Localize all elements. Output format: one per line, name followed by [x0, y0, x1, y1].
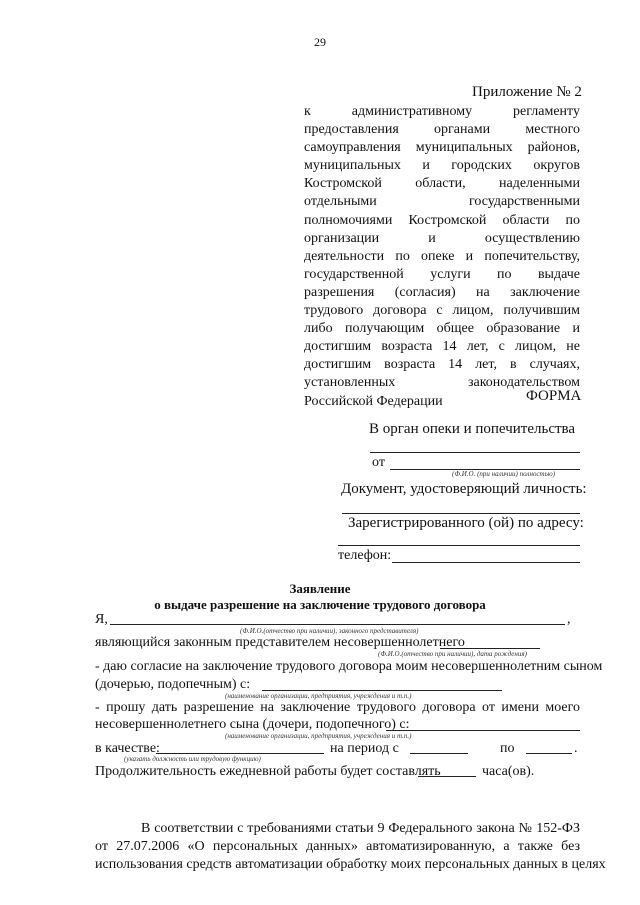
request-org-field[interactable] [386, 730, 580, 731]
request-line-2: несовершеннолетнего сына (дочери, подопечного) с: [95, 717, 410, 732]
address-label: Зарегистрированного (ой) по адресу: [348, 515, 584, 531]
duration-unit: часа(ов). [482, 764, 535, 779]
consent-org-field[interactable] [262, 690, 502, 691]
position-hint: (указать должность или трудовую функцию) [124, 755, 261, 763]
period-from-field[interactable] [410, 753, 468, 754]
period-end-dot: . [574, 741, 578, 756]
appendix-line: достигшим возраста 14 лет, с лицом, не [304, 339, 580, 355]
phone-field[interactable] [392, 562, 580, 563]
org-name-field[interactable] [370, 452, 580, 453]
statement-subtitle: о выдаче разрешение на заключение трудового договора [154, 597, 486, 612]
address-field[interactable] [338, 545, 580, 546]
period-from-label: на период с [330, 741, 399, 756]
ya-label: Я, [95, 612, 108, 627]
appendix-line: самоуправления муниципальных районов, [304, 140, 580, 156]
appendix-line: разрешения (согласия) на заключение [304, 284, 580, 300]
duration-field[interactable] [418, 776, 476, 777]
representative-label: являющийся законным представителем несовершеннолетнего [95, 635, 465, 650]
minor-name-field[interactable] [440, 648, 540, 649]
statement-title: Заявление [289, 581, 351, 596]
from-hint: (Ф.И.О. (при наличии) полностью) [452, 470, 556, 478]
appendix-line: отдельными государственными [304, 194, 580, 210]
appendix-text [304, 103, 580, 411]
paragraph-line-3: использования средств автоматизации обработку моих персональных данных в целях [95, 857, 606, 872]
appendix-line: либо получающим общее образование и [304, 321, 580, 337]
minor-hint: (Ф.И.О.(отчество при наличии), дата рождения) [378, 650, 527, 658]
from-label: от [372, 455, 385, 470]
id-doc-field[interactable] [342, 513, 580, 514]
consent-line-2: (дочерью, подопечным) с: [95, 677, 251, 692]
period-to-label: по [500, 741, 515, 756]
appendix-line: к административному регламенту [304, 104, 580, 119]
request-line-1: - прошу дать разрешение на заключение трудового договора от имени моего [95, 700, 580, 715]
appendix-line: муниципальных и городских округов [304, 158, 580, 174]
as-label: в качестве: [95, 741, 160, 756]
page-number: 29 [314, 35, 326, 49]
duration-label: Продолжительность ежедневной работы будет составлять [95, 764, 441, 779]
phone-label: телефон: [338, 548, 392, 563]
comma: , [567, 612, 571, 627]
appendix-line: трудового договора с лицом, получившим [304, 303, 580, 319]
org-hint-2: (наименование организации, предприятия, учреждения и т.п.) [225, 732, 412, 740]
paragraph-line-2: от 27.07.2006 «О персональных данных» автоматизированную, а также без [95, 839, 580, 854]
position-field[interactable] [156, 753, 324, 754]
appendix-line: Российской Федерации [304, 393, 443, 409]
fio-hint: (Ф.И.О.(отчество при наличии), законного представителя) [240, 627, 419, 635]
consent-line-1: - даю согласие на заключение трудового договора моим несовершеннолетним сыном [95, 659, 603, 674]
appendix-line: достигшим возраста 14 лет, в случаях, [304, 357, 580, 373]
org-hint-1: (наименование организации, предприятия, учреждения и т.п.) [225, 692, 412, 700]
period-to-field[interactable] [526, 753, 572, 754]
appendix-line: организации и осуществлению [304, 230, 580, 246]
applicant-name-field[interactable] [110, 624, 565, 625]
paragraph-line-1: В соответствии с требованиями статьи 9 Федерального закона № 152-ФЗ [141, 821, 580, 836]
appendix-line: установленных законодательством [304, 375, 580, 391]
id-doc-label: Документ, удостоверяющий личность: [341, 481, 587, 497]
to-org-label: В орган опеки и попечительства [369, 421, 576, 437]
appendix-line: Костромской области, наделенными [304, 176, 580, 192]
appendix-line: государственной услуги по выдаче [304, 266, 580, 282]
appendix-line: предоставления органами местного [304, 122, 580, 138]
appendix-line: деятельности по опеке и попечительству, [304, 248, 580, 264]
forma-label: ФОРМА [526, 388, 582, 404]
appendix-line: полномочиями Костромской области по [304, 212, 580, 228]
appendix-title: Приложение № 2 [472, 84, 582, 100]
